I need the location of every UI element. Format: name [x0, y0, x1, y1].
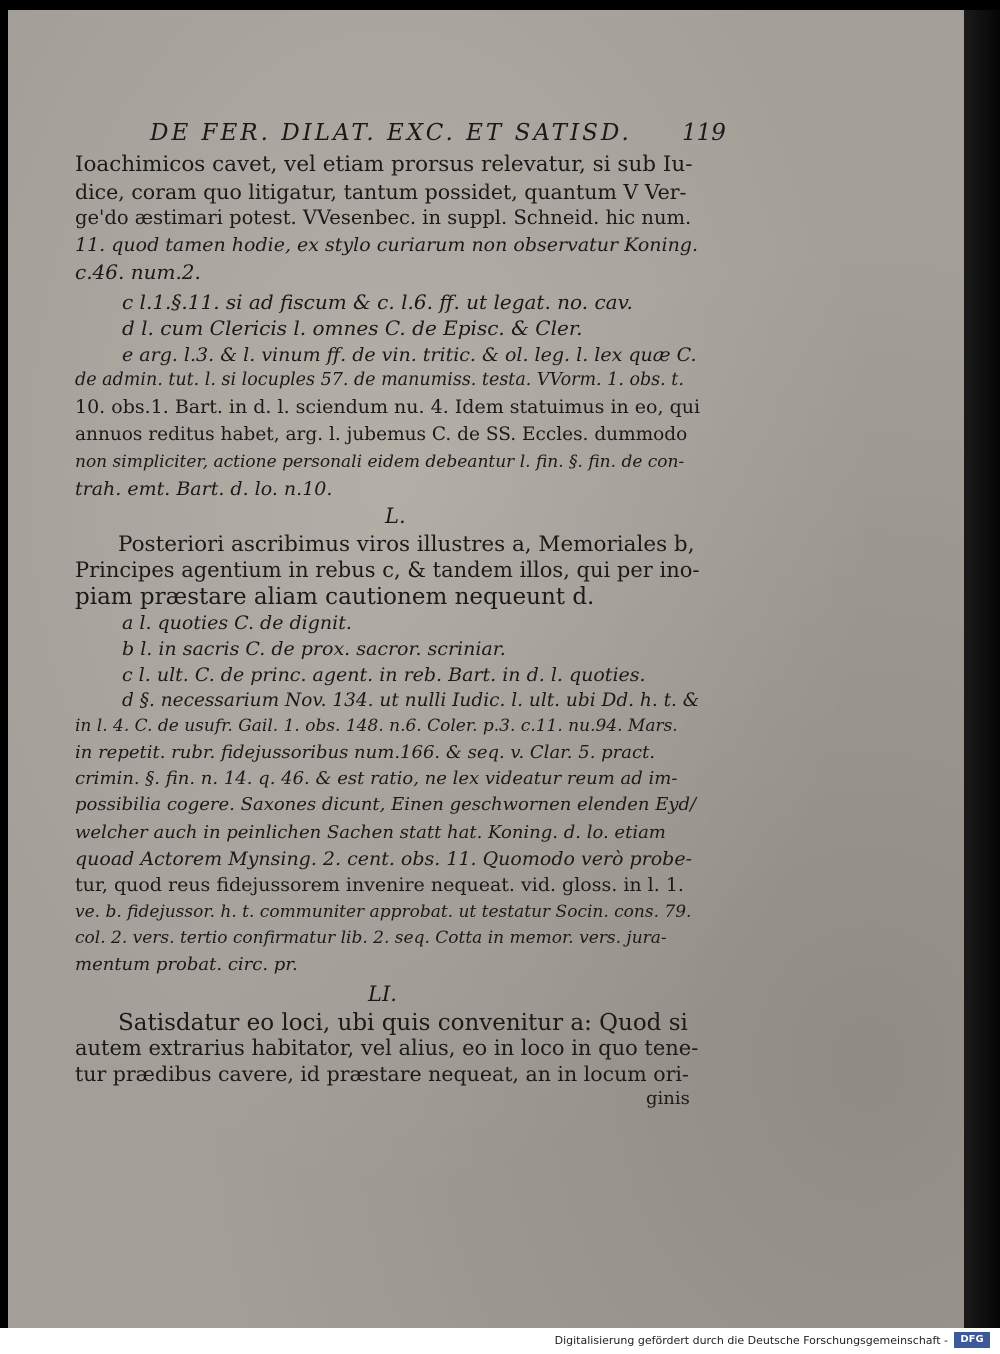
text-line: piam præstare aliam cautionem nequeunt d. — [75, 584, 595, 610]
text-line: c.46. num.2. — [75, 260, 201, 284]
funding-credit: Digitalisierung gefördert durch die Deutsche Forschungsgemeinschaft - — [554, 1334, 948, 1347]
dfg-logo: DFG — [954, 1332, 990, 1348]
text-line: in repetit. rubr. fidejussoribus num.166. & seq. v. Clar. 5. pract. — [75, 742, 656, 763]
text-line: in l. 4. C. de usufr. Gail. 1. obs. 148. n.6. Coler. p.3. c.11. nu.94. Mars. — [75, 716, 678, 736]
text-line: 11. quod tamen hodie, ex stylo curiarum non observatur Koning. — [75, 234, 699, 256]
text-line: crimin. §. fin. n. 14. q. 46. & est ratio, ne lex videatur reum ad im- — [75, 768, 678, 789]
text-line: Posteriori ascribimus viros illustres a, Memoriales b, — [118, 532, 695, 557]
text-line: de admin. tut. l. si locuples 57. de manumiss. testa. VVorm. 1. obs. t. — [75, 370, 684, 390]
footnote-b: b l. in sacris C. de prox. sacror. scriniar. — [122, 638, 506, 660]
text-line: Ioachimicos cavet, vel etiam prorsus relevatur, si sub Iu- — [75, 152, 693, 177]
text-line: annuos reditus habet, arg. l. jubemus C. de SS. Eccles. dummodo — [75, 424, 688, 445]
text-line: col. 2. vers. tertio confirmatur lib. 2. seq. Cotta in memor. vers. jura- — [75, 928, 667, 948]
page-edge-shadow — [964, 10, 1000, 1328]
text-line: tur, quod reus fidejussorem invenire nequeat. vid. gloss. in l. 1. — [75, 874, 684, 896]
text-line: welcher auch in peinlichen Sachen statt hat. Koning. d. lo. etiam — [75, 822, 666, 843]
footnote-c: c l.1.§.11. si ad fiscum & c. l.6. ff. ut legat. no. cav. — [122, 290, 633, 314]
text-line: mentum probat. circ. pr. — [75, 954, 298, 975]
section-number: LI. — [368, 982, 397, 1006]
footnote-a: a l. quoties C. de dignit. — [122, 612, 352, 634]
text-line: Principes agentium in rebus c, & tandem illos, qui per ino- — [75, 558, 700, 582]
footnote-d: d l. cum Clericis l. omnes C. de Episc. & Cler. — [122, 316, 583, 340]
catchword: ginis — [646, 1088, 690, 1109]
footnote-c: c l. ult. C. de princ. agent. in reb. Bart. in d. l. quoties. — [122, 664, 646, 686]
footnote-e: e arg. l.3. & l. vinum ff. de vin. tritic. & ol. leg. l. lex quæ C. — [122, 344, 697, 366]
text-line: possibilia cogere. Saxones dicunt, Einen geschwornen elenden Eyd/ — [75, 794, 697, 815]
text-line: trah. emt. Bart. d. lo. n.10. — [75, 478, 333, 500]
text-line: quoad Actorem Mynsing. 2. cent. obs. 11. Quomodo verò probe- — [75, 848, 693, 870]
text-line: dice, coram quo litigatur, tantum possidet, quantum V Ver- — [75, 180, 687, 204]
footnote-d: d §. necessarium Nov. 134. ut nulli Iudic. l. ult. ubi Dd. h. t. & — [122, 690, 700, 711]
text-line: Satisdatur eo loci, ubi quis convenitur a: Quod si — [118, 1010, 688, 1036]
text-line: 10. obs.1. Bart. in d. l. sciendum nu. 4. Idem statuimus in eo, qui — [75, 396, 701, 418]
text-line: autem extrarius habitator, vel alius, eo in loco in quo tene- — [75, 1036, 699, 1060]
text-line: ve. b. fidejussor. h. t. communiter approbat. ut testatur Socin. cons. 79. — [75, 902, 692, 922]
text-line: ge'do æstimari potest. VVesenbec. in suppl. Schneid. hic num. — [75, 206, 692, 229]
section-number: L. — [385, 504, 406, 528]
footer-bar — [0, 1328, 1000, 1354]
running-title: DE FER. DILAT. EXC. ET SATISD. — [150, 120, 632, 146]
page-number: 119 — [682, 120, 726, 146]
text-line: tur prædibus cavere, id præstare nequeat, an in locum ori- — [75, 1062, 689, 1086]
text-line: non simpliciter, actione personali eidem debeantur l. fin. §. fin. de con- — [75, 452, 685, 472]
